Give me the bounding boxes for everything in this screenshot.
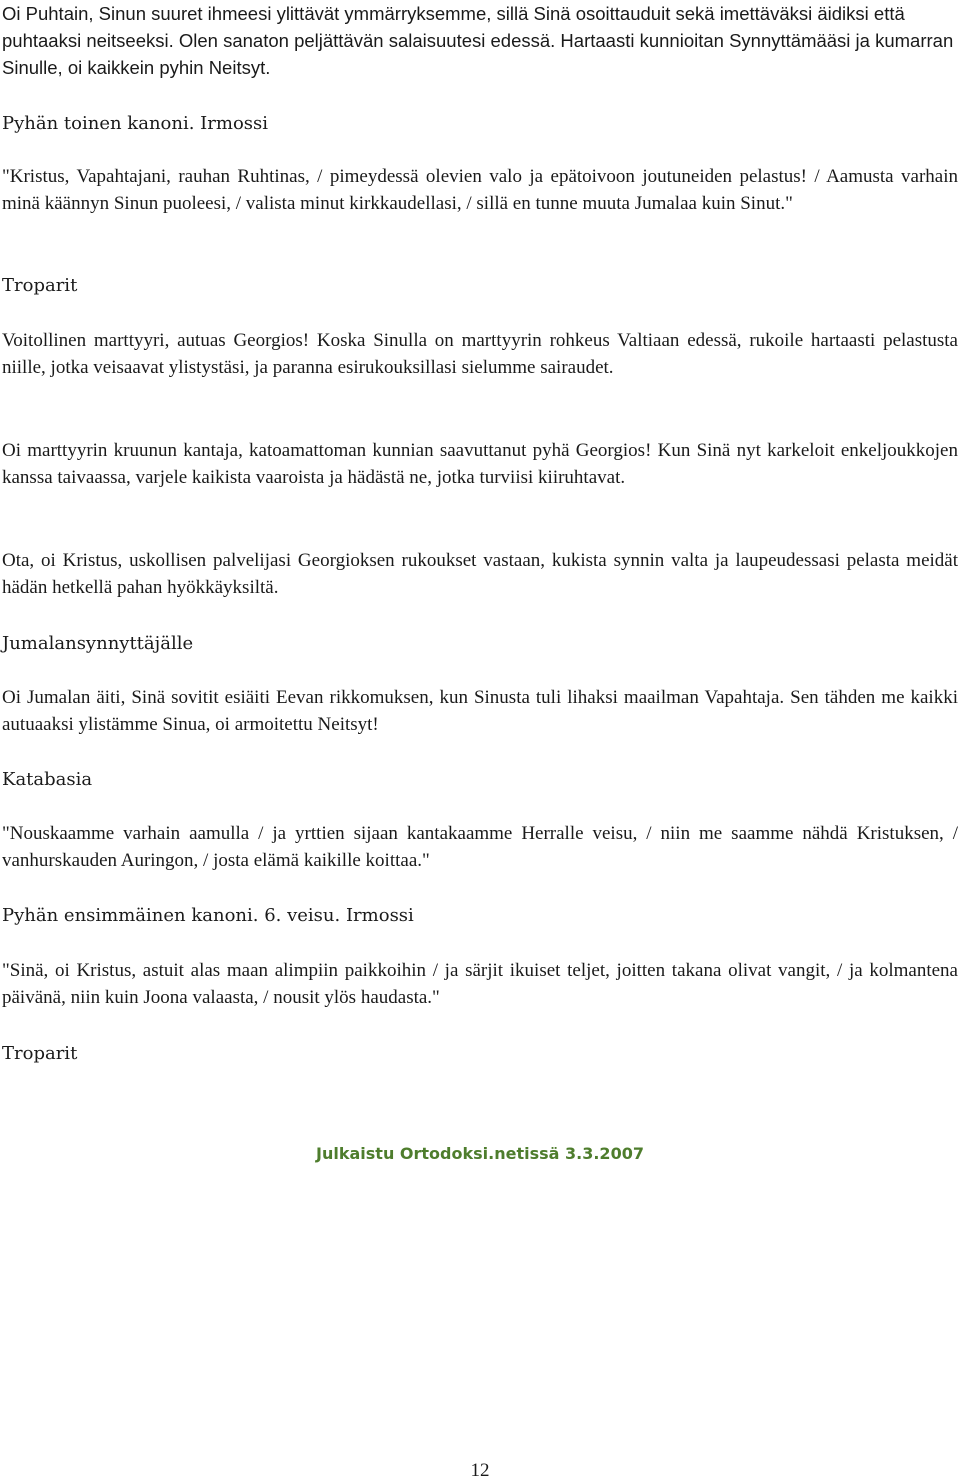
theotokion-paragraph: Oi Jumalan äiti, Sinä sovitit esiäiti Eevan rikkomuksen, kun Sinusta tuli lihaksi maailman Vapahtaja. Sen tähden me kaikki autuaaksi ylistämme Sinua, oi armoitettu Neitsyt! bbox=[2, 687, 958, 735]
heading-troparit-1: Troparit bbox=[2, 275, 78, 296]
troparion-1-paragraph: Voitollinen marttyyri, autuas Georgios! Koska Sinulla on marttyyrin rohkeus Valtiaan edessä, rukoile hartaasti pelastusta niille, jotka veisaavat ylistystäsi, ja paranna esirukouksillasi sielumme sairaudet. bbox=[2, 330, 958, 378]
heading-ensimmainen-kanoni: Pyhän ensimmäinen kanoni. 6. veisu. Irmossi bbox=[2, 905, 414, 926]
heading-katabasia: Katabasia bbox=[2, 769, 93, 790]
heading-jumalansynnyttajalle: Jumalansynnyttäjälle bbox=[2, 633, 194, 654]
irmossi-kristus-paragraph: "Kristus, Vapahtajani, rauhan Ruhtinas, / pimeydessä olevien valo ja epätoivoon joutuneiden pelastus! / Aamusta varhain minä käännyn Sinun puoleesi, / valista minut kirkkaudellasi, / sillä en tunne muuta Jumalaa kuin Sinut." bbox=[2, 166, 958, 214]
publication-footer: Julkaistu Ortodoksi.netissä 3.3.2007 bbox=[316, 1144, 644, 1163]
page-number: 12 bbox=[470, 1460, 490, 1481]
irmossi-joona-paragraph: "Sinä, oi Kristus, astuit alas maan alimpiin paikkoihin / ja särjit ikuiset teljet, joitten takana olivat vangit, / ja kolmantena päivänä, niin kuin Joona valaasta, / nousit ylös haudasta." bbox=[2, 960, 958, 1008]
heading-troparit-2: Troparit bbox=[2, 1043, 78, 1064]
troparion-3-paragraph: Ota, oi Kristus, uskollisen palvelijasi Georgioksen rukoukset vastaan, kukista synnin valta ja laupeudessasi pelasta meidät hädän hetkellä pahan hyökkäyksiltä. bbox=[2, 550, 958, 598]
intro-paragraph: Oi Puhtain, Sinun suuret ihmeesi ylittävät ymmärryksemme, sillä Sinä osoittauduit sekä imettäväksi äidiksi että puhtaaksi neitseeksi. Olen sanaton peljättävän salaisuutesi edessä. Hartaasti kunnioitan Synnyttämääsi ja kumarran Sinulle, oi kaikkein pyhin Neitsyt. bbox=[2, 3, 954, 78]
katabasia-paragraph: "Nouskaamme varhain aamulla / ja yrttien sijaan kantakaamme Herralle veisu, / niin me saamme nähdä Kristuksen, / vanhurskauden Auringon, / josta elämä kaikille koittaa." bbox=[2, 823, 958, 871]
heading-toinen-kanoni: Pyhän toinen kanoni. Irmossi bbox=[2, 113, 269, 134]
troparion-2-paragraph: Oi marttyyrin kruunun kantaja, katoamattoman kunnian saavuttanut pyhä Georgios! Kun Sinä nyt karkeloit enkeljoukkojen kanssa taivaassa, varjele kaikista vaaroista ja hädästä ne, jotka turviisi kiiruhtavat. bbox=[2, 440, 958, 488]
